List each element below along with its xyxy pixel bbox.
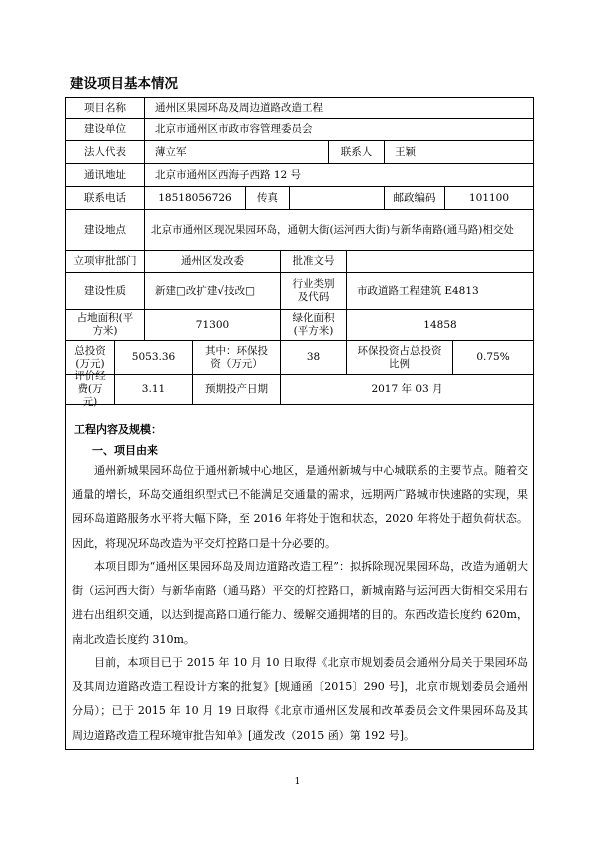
- project-name-label: 项目名称: [84, 101, 126, 114]
- eval-fee-label: 评价经费(万元): [74, 370, 106, 408]
- page-heading: 建设项目基本情况: [70, 76, 178, 92]
- env-invest-label: 其中：环保投资（万元）: [192, 341, 280, 374]
- approval-no-value: [346, 251, 533, 272]
- approval-dept-value: 通州区发改委: [144, 251, 280, 272]
- industry-label: 行业类别及代码: [280, 273, 346, 309]
- approval-dept-label: 立项审批部门: [73, 255, 137, 267]
- section-1-title: 一、项目由来: [92, 444, 158, 457]
- contact-label: 联系人: [328, 141, 384, 163]
- area-value: 71300: [144, 310, 280, 340]
- phone-value: 18518056726: [144, 187, 245, 209]
- eval-fee-value: 3.11: [114, 375, 192, 404]
- address-value: 北京市通州区西海子西路 12 号: [144, 164, 533, 186]
- site-value: 北京市通州区现况果园环岛，通朝大街(运河西大街)与新华南路(通马路)相交处: [144, 210, 533, 250]
- contact-value: 王颖: [384, 141, 533, 163]
- postcode-value: 101100: [444, 187, 533, 209]
- table-row: [66, 210, 533, 251]
- nature-label: 建设性质: [84, 284, 126, 297]
- invest-value: 5053.36: [114, 341, 192, 374]
- env-ratio-label: 环保投资占总投资比例: [346, 341, 452, 374]
- invest-label: 总投资(万元): [74, 344, 106, 370]
- green-value: 14858: [346, 310, 533, 340]
- project-name-value: 通州区果园环岛及周边道路改造工程: [144, 98, 533, 118]
- industry-value: 市政道路工程建筑 E4813: [346, 273, 533, 309]
- table-row: [66, 273, 533, 310]
- area-label: 占地面积(平方米): [76, 312, 134, 337]
- env-ratio-value: 0.75%: [452, 341, 533, 374]
- date-value: 2017 年 03 月: [280, 375, 533, 404]
- phone-label: 联系电话: [84, 191, 126, 204]
- legal-rep-label: 法人代表: [84, 145, 126, 158]
- paragraph-1: 通州新城果园环岛位于通州新城中心地区，是通州新城与中心城联系的主要节点。随着交通量的增长，环岛交通组织型式已不能满足交通量的需求，远期两广路城市快速路的实现，果园环岛道路服务水平将大幅下降，至 2016 年将处于饱和状态，2020 年将处于超负荷状态。因此，将现况环岛改造为平交灯控路口是十分必要的。: [72, 464, 528, 550]
- table-row: [66, 187, 533, 210]
- legal-rep-value: 薄立军: [144, 141, 328, 163]
- approval-no-label: 批准文号: [280, 251, 346, 272]
- paragraph-3: 目前，本项目已于 2015 年 10 月 10 日取得《北京市规划委员会通州分局关于果园环岛及其周边道路改造工程设计方案的批复》[规通函〔2015〕290 号]，北京市规划委员会通州分局）；已于 2015 年 10 月 19 日取得《北京市通州区发展和改革委员会文件果园环岛及其周边道路改造工程环境审批告知单》[通发改（2015 函）第 192 号]。: [72, 656, 528, 742]
- fax-label: 传真: [245, 187, 289, 209]
- fax-value: [289, 187, 384, 209]
- env-invest-value: 38: [280, 341, 346, 374]
- table-row: [66, 164, 533, 187]
- address-label: 通讯地址: [84, 168, 126, 181]
- paragraph-2: 本项目即为“通州区果园环岛及周边道路改造工程”：拟拆除现况果园环岛，改造为通朝大街（运河西大街）与新华南路（通马路）平交的灯控路口，新城南路与运河西大街相交采用右进右出组织交通，以达到提高路口通行能力、缓解交通拥堵的目的。东西改造长度约 620m，南北改造长度约 310m。: [72, 560, 528, 646]
- table-row: [66, 119, 533, 141]
- green-label: 绿化面积(平方米): [280, 310, 346, 340]
- table-row: [66, 141, 533, 164]
- postcode-label: 邮政编码: [384, 187, 444, 209]
- site-label: 建设地点: [84, 223, 126, 236]
- nature-value: 新建□改扩建√技改□: [144, 273, 280, 309]
- table-row: [66, 370, 533, 408]
- table-row: [66, 98, 533, 119]
- content-heading: 工程内容及规模：: [74, 423, 162, 436]
- table-row: [66, 251, 533, 273]
- builder-label: 建设单位: [84, 123, 126, 135]
- builder-value: 北京市通州区市政市容管理委员会: [144, 119, 533, 140]
- project-info-table: [65, 97, 534, 750]
- date-label: 预期投产日期: [192, 375, 280, 404]
- table-row: [66, 341, 533, 375]
- table-row: [66, 310, 533, 341]
- page-number: 1: [294, 777, 301, 787]
